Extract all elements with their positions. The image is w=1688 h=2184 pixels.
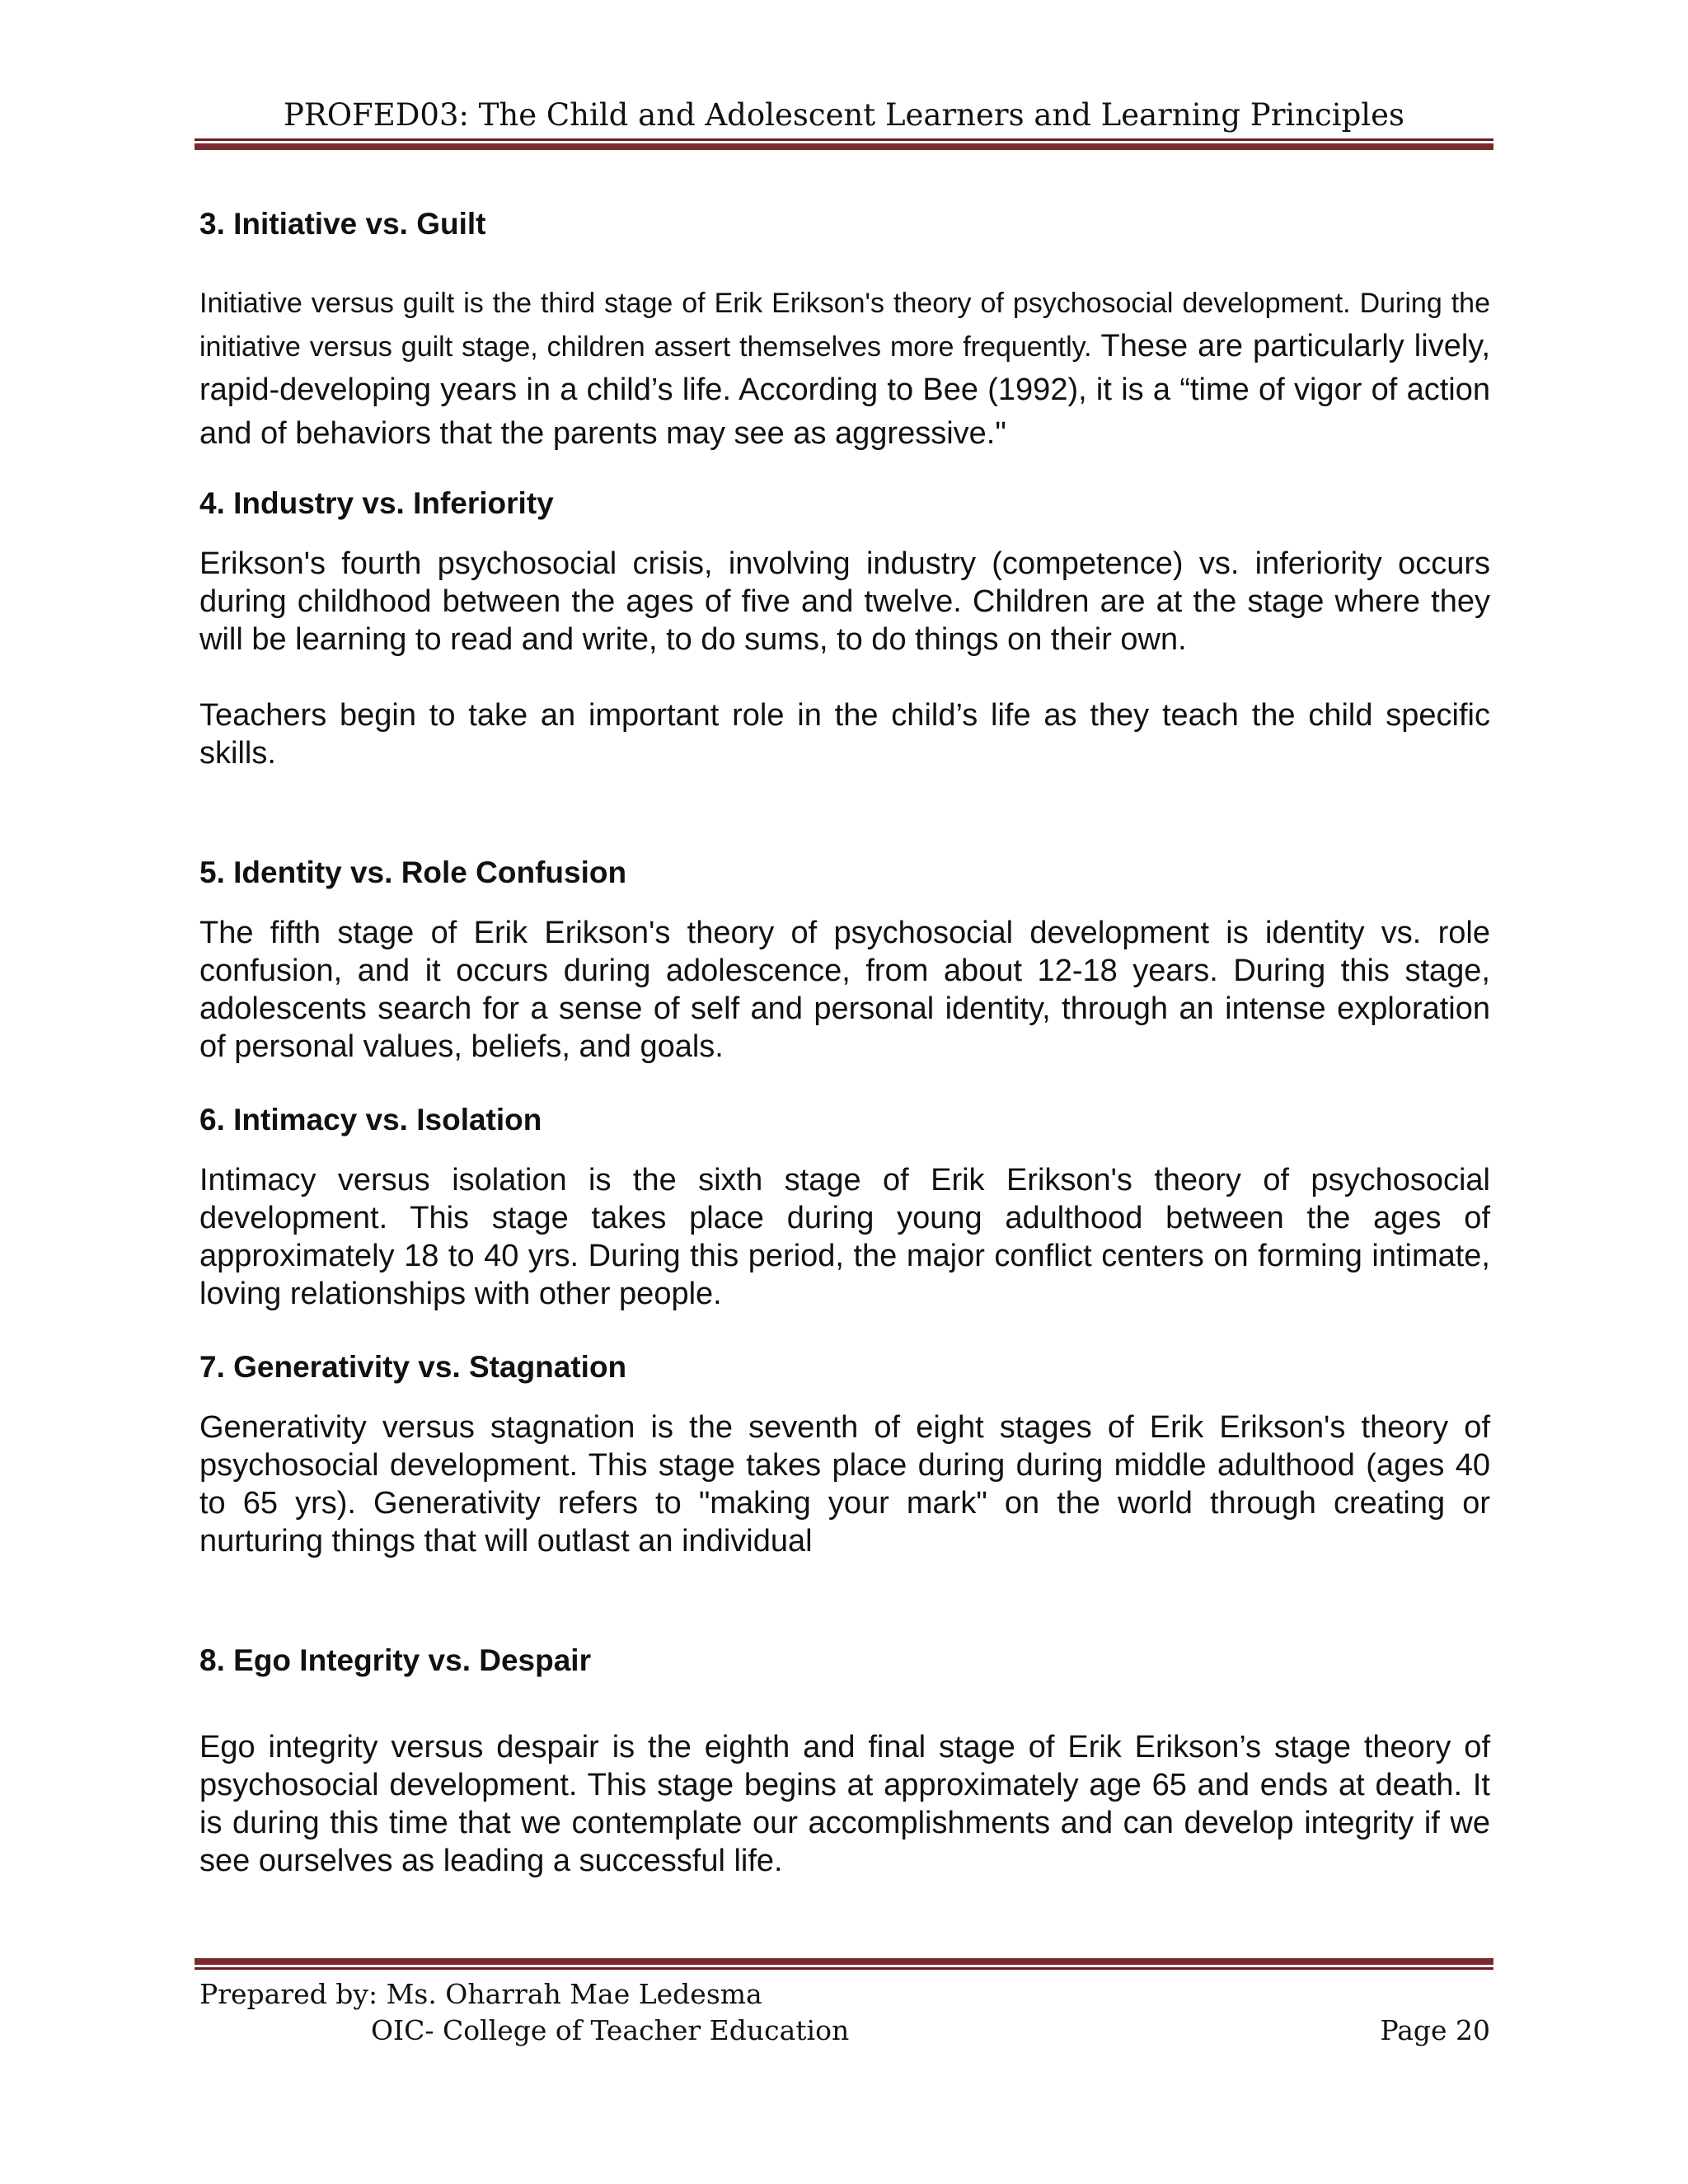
section-heading-initiative: 3. Initiative vs. Guilt — [199, 207, 486, 241]
paragraph-text: Initiative versus guilt is the third stage of Erik Erikson's theory of psychosocial development. During the initiative versus guilt stage, children assert themselves more frequently. — [199, 288, 1490, 363]
section-paragraph-ego-integrity: Ego integrity versus despair is the eighth and final stage of Erik Erikson’s stage theory of psychosocial development. This stage begins at approximately age 65 and ends at death. It is during this time that we contemplate our accomplishments and can develop integrity if we see ourselves as leading a successful life. — [199, 1730, 1490, 1878]
section-heading-identity: 5. Identity vs. Role Confusion — [199, 855, 627, 889]
paragraph-text: These are particularly lively, rapid-developing years in a child’s life. According to Bee (1992), it is a “time of vigor of action and of behaviors that the parents may see as aggressive." — [199, 329, 1491, 451]
section-paragraph-industry-1: Erikson's fourth psychosocial crisis, involving industry (competence) vs. inferiority occurs during childhood between the ages of five and twelve. Children are at the stage where they will be learning to read and write, to do sums, to do things on their own. — [199, 546, 1490, 657]
footer-page-number: Page 20 — [1380, 2014, 1490, 2046]
section-paragraph-identity: The fifth stage of Erik Erikson's theory of psychosocial development is identity vs. role confusion, and it occurs during adolescence, from about 12-18 years. During this stage, adolescents search for a sense of self and personal identity, through an intense exploration of personal values, beliefs, and goals. — [199, 916, 1490, 1064]
page-header-title: PROFED03: The Child and Adolescent Learners and Learning Principles — [283, 97, 1405, 133]
document-body — [199, 206, 1490, 1880]
section-paragraph-initiative — [199, 282, 1490, 456]
section-paragraph-intimacy: Intimacy versus isolation is the sixth stage of Erik Erikson's theory of psychosocial development. This stage takes place during young adulthood between the ages of approximately 18 to 40 yrs. During this period, the major conflict centers on forming intimate, loving relationships with other people. — [199, 1163, 1490, 1311]
section-paragraph-generativity: Generativity versus stagnation is the seventh of eight stages of Erik Erikson's theory of psychosocial development. This stage takes place during during middle adulthood (ages 40 to 65 yrs). Generativity refers to "making your mark" on the world through creating or nurturing things that will outlast an individual — [199, 1410, 1490, 1558]
section-heading-industry: 4. Industry vs. Inferiority — [199, 486, 554, 520]
section-heading-ego-integrity: 8. Ego Integrity vs. Despair — [199, 1643, 591, 1677]
footer-rule — [195, 1958, 1493, 1970]
section-heading-intimacy: 6. Intimacy vs. Isolation — [199, 1103, 542, 1137]
footer-office: OIC- College of Teacher Education — [371, 2014, 850, 2046]
header-rule — [195, 138, 1493, 150]
section-heading-generativity: 7. Generativity vs. Stagnation — [199, 1350, 627, 1384]
section-paragraph-industry-2: Teachers begin to take an important role in the child’s life as they teach the child specific skills. — [199, 698, 1490, 771]
footer-prepared-by: Prepared by: Ms. Oharrah Mae Ledesma — [199, 1978, 762, 2010]
